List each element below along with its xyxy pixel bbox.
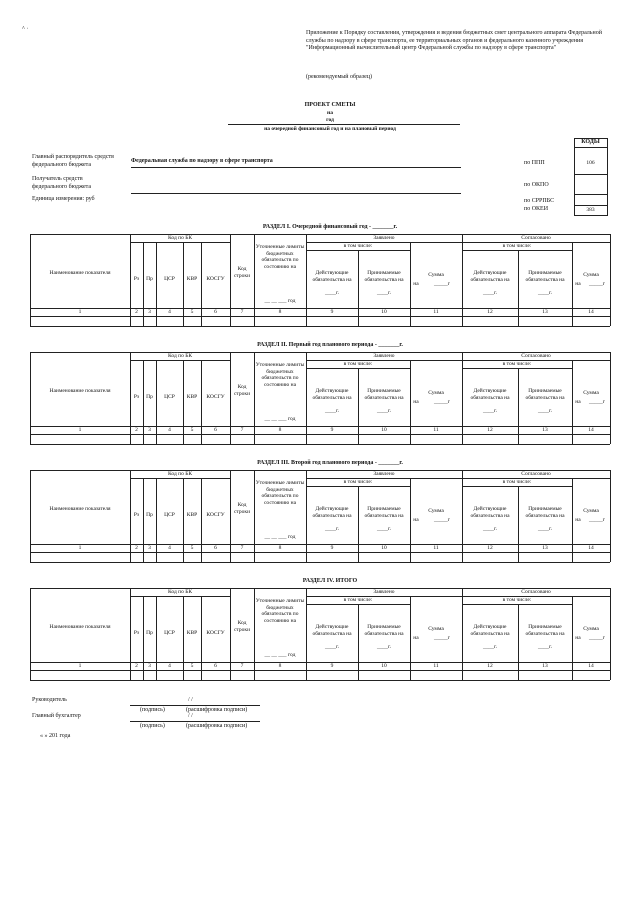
column-number: 4 [168,309,171,315]
col-rz-header: Рз [133,394,140,400]
column-number: 8 [278,309,282,315]
column-number: 7 [240,309,244,315]
col-agreed-accepted: Принимаемые обязательства на [525,624,565,637]
col-agreed-sum-year: _____г [588,281,605,287]
col-agreed-sum-year: _____г [588,635,605,641]
col-declared-sum-on: на [413,281,419,287]
col-kosgu-header: КОСГУ [206,630,225,636]
head-sign-caption: (подпись) [140,707,165,713]
col-declared-sum-year: _____г [433,399,450,405]
column-number: 3 [148,309,151,315]
column-number: 8 [278,427,282,433]
column-number: 4 [168,427,171,433]
col-refined-header: Уточненные лимиты бюджетных обязательств по состоянию на [255,480,305,506]
codes-header: КОДЫ [581,139,600,145]
column-number: 2 [135,309,138,315]
col-name-header: Наименование показателя [49,624,111,630]
col-name-header: Наименование показателя [49,388,111,394]
column-number: 3 [148,545,151,551]
column-number: 11 [433,427,439,433]
accountant-label: Главный бухгалтер [32,713,81,719]
section-title: РАЗДЕЛ I. Очередной финансовый год - _______г. [262,224,398,230]
col-declared-accepted-year: ____г. [376,644,391,650]
appendix-text: Приложение к Порядку составления, утверждения и ведения бюджетных смет центрального аппарата Федеральной службы по надзору в сфере транспорта, ее территориальных органов и федерального казенного учреждения "Информационный вычислительный центр Федеральной службы по надзору в сфере транспорта" [306,30,602,51]
col-bk-header: Код по БК [167,353,193,359]
column-number: 14 [588,663,594,669]
column-number: 13 [542,309,548,315]
col-declared-sum-on: на [413,399,419,405]
recipient-label: Получатель средств федерального бюджета [32,176,92,190]
col-agreed-header: Согласовано [521,235,551,241]
col-declared-sum-on: на [413,517,419,523]
col-agreed-incl: в том числе: [502,361,532,367]
column-number: 7 [240,427,244,433]
col-agreed-current: Действующие обязательства на [470,624,510,637]
col-line-code-header: Код строки [233,502,251,515]
col-agreed-header: Согласовано [521,589,551,595]
column-number: 1 [78,427,82,433]
column-number: 6 [214,663,217,669]
unit-label: Единица измерения: руб [32,196,95,202]
col-refined-header: Уточненные лимиты бюджетных обязательств по состоянию на [255,362,305,388]
section-title: РАЗДЕЛ II. Первый год планового периода - _______г. [257,342,403,348]
col-declared-sum: Сумма [428,272,444,278]
column-number: 11 [433,663,439,669]
column-number: 11 [433,545,439,551]
col-agreed-incl: в том числе: [502,597,532,603]
column-number: 4 [168,545,171,551]
col-pr-header: Пр [146,630,153,636]
ppp-label: по ППП [524,160,545,166]
column-number: 10 [381,309,387,315]
col-agreed-sum-on: на [575,517,581,523]
head-label: Руководитель [32,697,67,703]
column-number: 1 [78,545,82,551]
col-declared-accepted: Принимаемые обязательства на [364,624,404,637]
col-agreed-sum-year: _____г [588,517,605,523]
col-declared-accepted: Принимаемые обязательства на [364,388,404,401]
column-number: 12 [487,545,493,551]
col-declared-current-year: ____г. [324,408,339,414]
col-declared-current: Действующие обязательства на [312,624,352,637]
accountant-sign-caption: (подпись) [140,723,165,729]
main-manager-label: Главный распорядитель средств федерального бюджета [32,154,114,168]
col-declared-header: Заявлено [373,589,395,595]
col-declared-accepted-year: ____г. [376,526,391,532]
column-number: 9 [330,663,334,669]
head-slash: / / [188,697,193,703]
column-number: 10 [381,427,387,433]
col-declared-current: Действующие обязательства на [312,506,352,519]
col-declared-header: Заявлено [373,353,395,359]
col-kvr-header: КВР [186,276,198,282]
col-agreed-incl: в том числе: [502,243,532,249]
column-number: 9 [330,309,334,315]
column-number: 5 [190,663,194,669]
col-agreed-sum: Сумма [583,508,599,514]
column-number: 9 [330,427,334,433]
col-agreed-current-year: ____г. [482,408,497,414]
col-kosgu-header: КОСГУ [206,276,225,282]
col-agreed-sum-on: на [575,635,581,641]
col-declared-sum: Сумма [428,626,444,632]
col-agreed-current-year: ____г. [482,644,497,650]
col-agreed-sum: Сумма [583,390,599,396]
col-pr-header: Пр [146,394,153,400]
ppp-value: 106 [586,160,595,166]
col-agreed-accepted-year: ____г. [537,408,552,414]
okei-value: 383 [586,207,595,213]
column-number: 13 [542,545,548,551]
col-declared-accepted-year: ____г. [376,290,391,296]
col-declared-current: Действующие обязательства на [312,270,352,283]
column-number: 13 [542,427,548,433]
col-refined-header: Уточненные лимиты бюджетных обязательств по состоянию на [255,244,305,270]
column-number: 2 [135,427,138,433]
col-agreed-sum: Сумма [583,626,599,632]
col-agreed-sum: Сумма [583,272,599,278]
column-number: 14 [588,427,594,433]
okei-label: по ОКЕИ [524,206,549,212]
col-rz-header: Рз [133,276,140,282]
column-number: 9 [330,545,334,551]
col-declared-accepted: Принимаемые обязательства на [364,506,404,519]
col-agreed-header: Согласовано [521,353,551,359]
col-kosgu-header: КОСГУ [206,394,225,400]
col-name-header: Наименование показателя [49,270,111,276]
col-refined-date: __ __ ___ год [264,652,296,658]
col-agreed-current-year: ____г. [482,290,497,296]
column-number: 10 [381,545,387,551]
column-number: 12 [487,427,493,433]
col-line-code-header: Код строки [233,620,251,633]
col-declared-sum-year: _____г [433,281,450,287]
srrpbs-label: по СРРПБС [524,198,555,204]
col-agreed-sum-year: _____г [588,399,605,405]
col-refined-date: __ __ ___ год [264,416,296,422]
col-agreed-current: Действующие обязательства на [470,506,510,519]
col-csr-header: ЦСР [164,276,175,282]
col-kvr-header: КВР [186,630,198,636]
col-declared-current-year: ____г. [324,644,339,650]
col-agreed-accepted-year: ____г. [537,526,552,532]
col-refined-date: __ __ ___ год [264,298,296,304]
column-number: 1 [78,663,82,669]
section-title: РАЗДЕЛ IV. ИТОГО [302,578,358,584]
col-bk-header: Код по БК [167,471,193,477]
head-decode-caption: (расшифровка подписи) [186,707,248,713]
col-rz-header: Рз [133,630,140,636]
col-agreed-accepted: Принимаемые обязательства на [525,270,565,283]
col-csr-header: ЦСР [164,630,175,636]
section-title: РАЗДЕЛ III. Второй год планового периода - _______г. [257,460,403,466]
col-kvr-header: КВР [186,394,198,400]
col-agreed-incl: в том числе: [502,479,532,485]
column-number: 14 [588,309,594,315]
col-rz-header: Рз [133,512,140,518]
col-agreed-sum-on: на [575,281,581,287]
col-declared-header: Заявлено [373,235,395,241]
column-number: 5 [190,427,194,433]
okpo-label: по ОКПО [524,182,549,188]
col-declared-current: Действующие обязательства на [312,388,352,401]
column-number: 6 [214,427,217,433]
col-name-header: Наименование показателя [49,506,111,512]
col-agreed-accepted-year: ____г. [537,290,552,296]
title-period: на очередной финансовый год и на плановый период [264,126,396,132]
col-pr-header: Пр [146,512,153,518]
col-bk-header: Код по БК [167,235,193,241]
column-number: 8 [278,545,282,551]
col-bk-header: Код по БК [167,589,193,595]
col-declared-sum: Сумма [428,508,444,514]
col-agreed-header: Согласовано [521,471,551,477]
column-number: 2 [135,545,138,551]
col-refined-date: __ __ ___ год [264,534,296,540]
title-on: на [327,110,333,116]
col-declared-incl: в том числе: [343,243,373,249]
column-number: 2 [135,663,138,669]
col-kosgu-header: КОСГУ [206,512,225,518]
title-year: год [326,117,334,123]
column-number: 1 [78,309,82,315]
col-declared-incl: в том числе: [343,597,373,603]
column-number: 6 [214,309,217,315]
column-number: 11 [433,309,439,315]
column-number: 3 [148,427,151,433]
column-number: 7 [240,663,244,669]
col-csr-header: ЦСР [164,512,175,518]
col-declared-sum: Сумма [428,390,444,396]
col-kvr-header: КВР [186,512,198,518]
column-number: 10 [381,663,387,669]
col-declared-sum-year: _____г [433,517,450,523]
column-number: 4 [168,663,171,669]
top-mark: ^ · [22,26,29,32]
page-title: ПРОЕКТ СМЕТЫ [304,102,356,108]
col-agreed-accepted-year: ____г. [537,644,552,650]
col-pr-header: Пр [146,276,153,282]
signature-date: « » 201 года [40,733,71,739]
col-declared-incl: в том числе: [343,361,373,367]
col-declared-sum-year: _____г [433,635,450,641]
col-declared-header: Заявлено [373,471,395,477]
accountant-slash: / / [188,713,193,719]
column-number: 13 [542,663,548,669]
col-csr-header: ЦСР [164,394,175,400]
col-agreed-accepted: Принимаемые обязательства на [525,506,565,519]
col-declared-incl: в том числе: [343,479,373,485]
accountant-decode-caption: (расшифровка подписи) [186,723,248,729]
col-declared-current-year: ____г. [324,290,339,296]
col-agreed-accepted: Принимаемые обязательства на [525,388,565,401]
column-number: 12 [487,663,493,669]
main-manager-value: Федеральная служба по надзору в сфере транспорта [131,158,273,164]
col-declared-accepted: Принимаемые обязательства на [364,270,404,283]
col-agreed-current: Действующие обязательства на [470,388,510,401]
column-number: 12 [487,309,493,315]
column-number: 3 [148,663,151,669]
col-refined-header: Уточненные лимиты бюджетных обязательств по состоянию на [255,598,305,624]
col-agreed-current: Действующие обязательства на [470,270,510,283]
col-declared-sum-on: на [413,635,419,641]
col-line-code-header: Код строки [233,384,251,397]
col-line-code-header: Код строки [233,266,251,279]
column-number: 5 [190,545,194,551]
col-agreed-sum-on: на [575,399,581,405]
column-number: 6 [214,545,217,551]
col-declared-accepted-year: ____г. [376,408,391,414]
column-number: 5 [190,309,194,315]
col-agreed-current-year: ____г. [482,526,497,532]
column-number: 7 [240,545,244,551]
column-number: 14 [588,545,594,551]
column-number: 8 [278,663,282,669]
col-declared-current-year: ____г. [324,526,339,532]
recommended-sample: (рекомендуемый образец) [306,74,372,80]
